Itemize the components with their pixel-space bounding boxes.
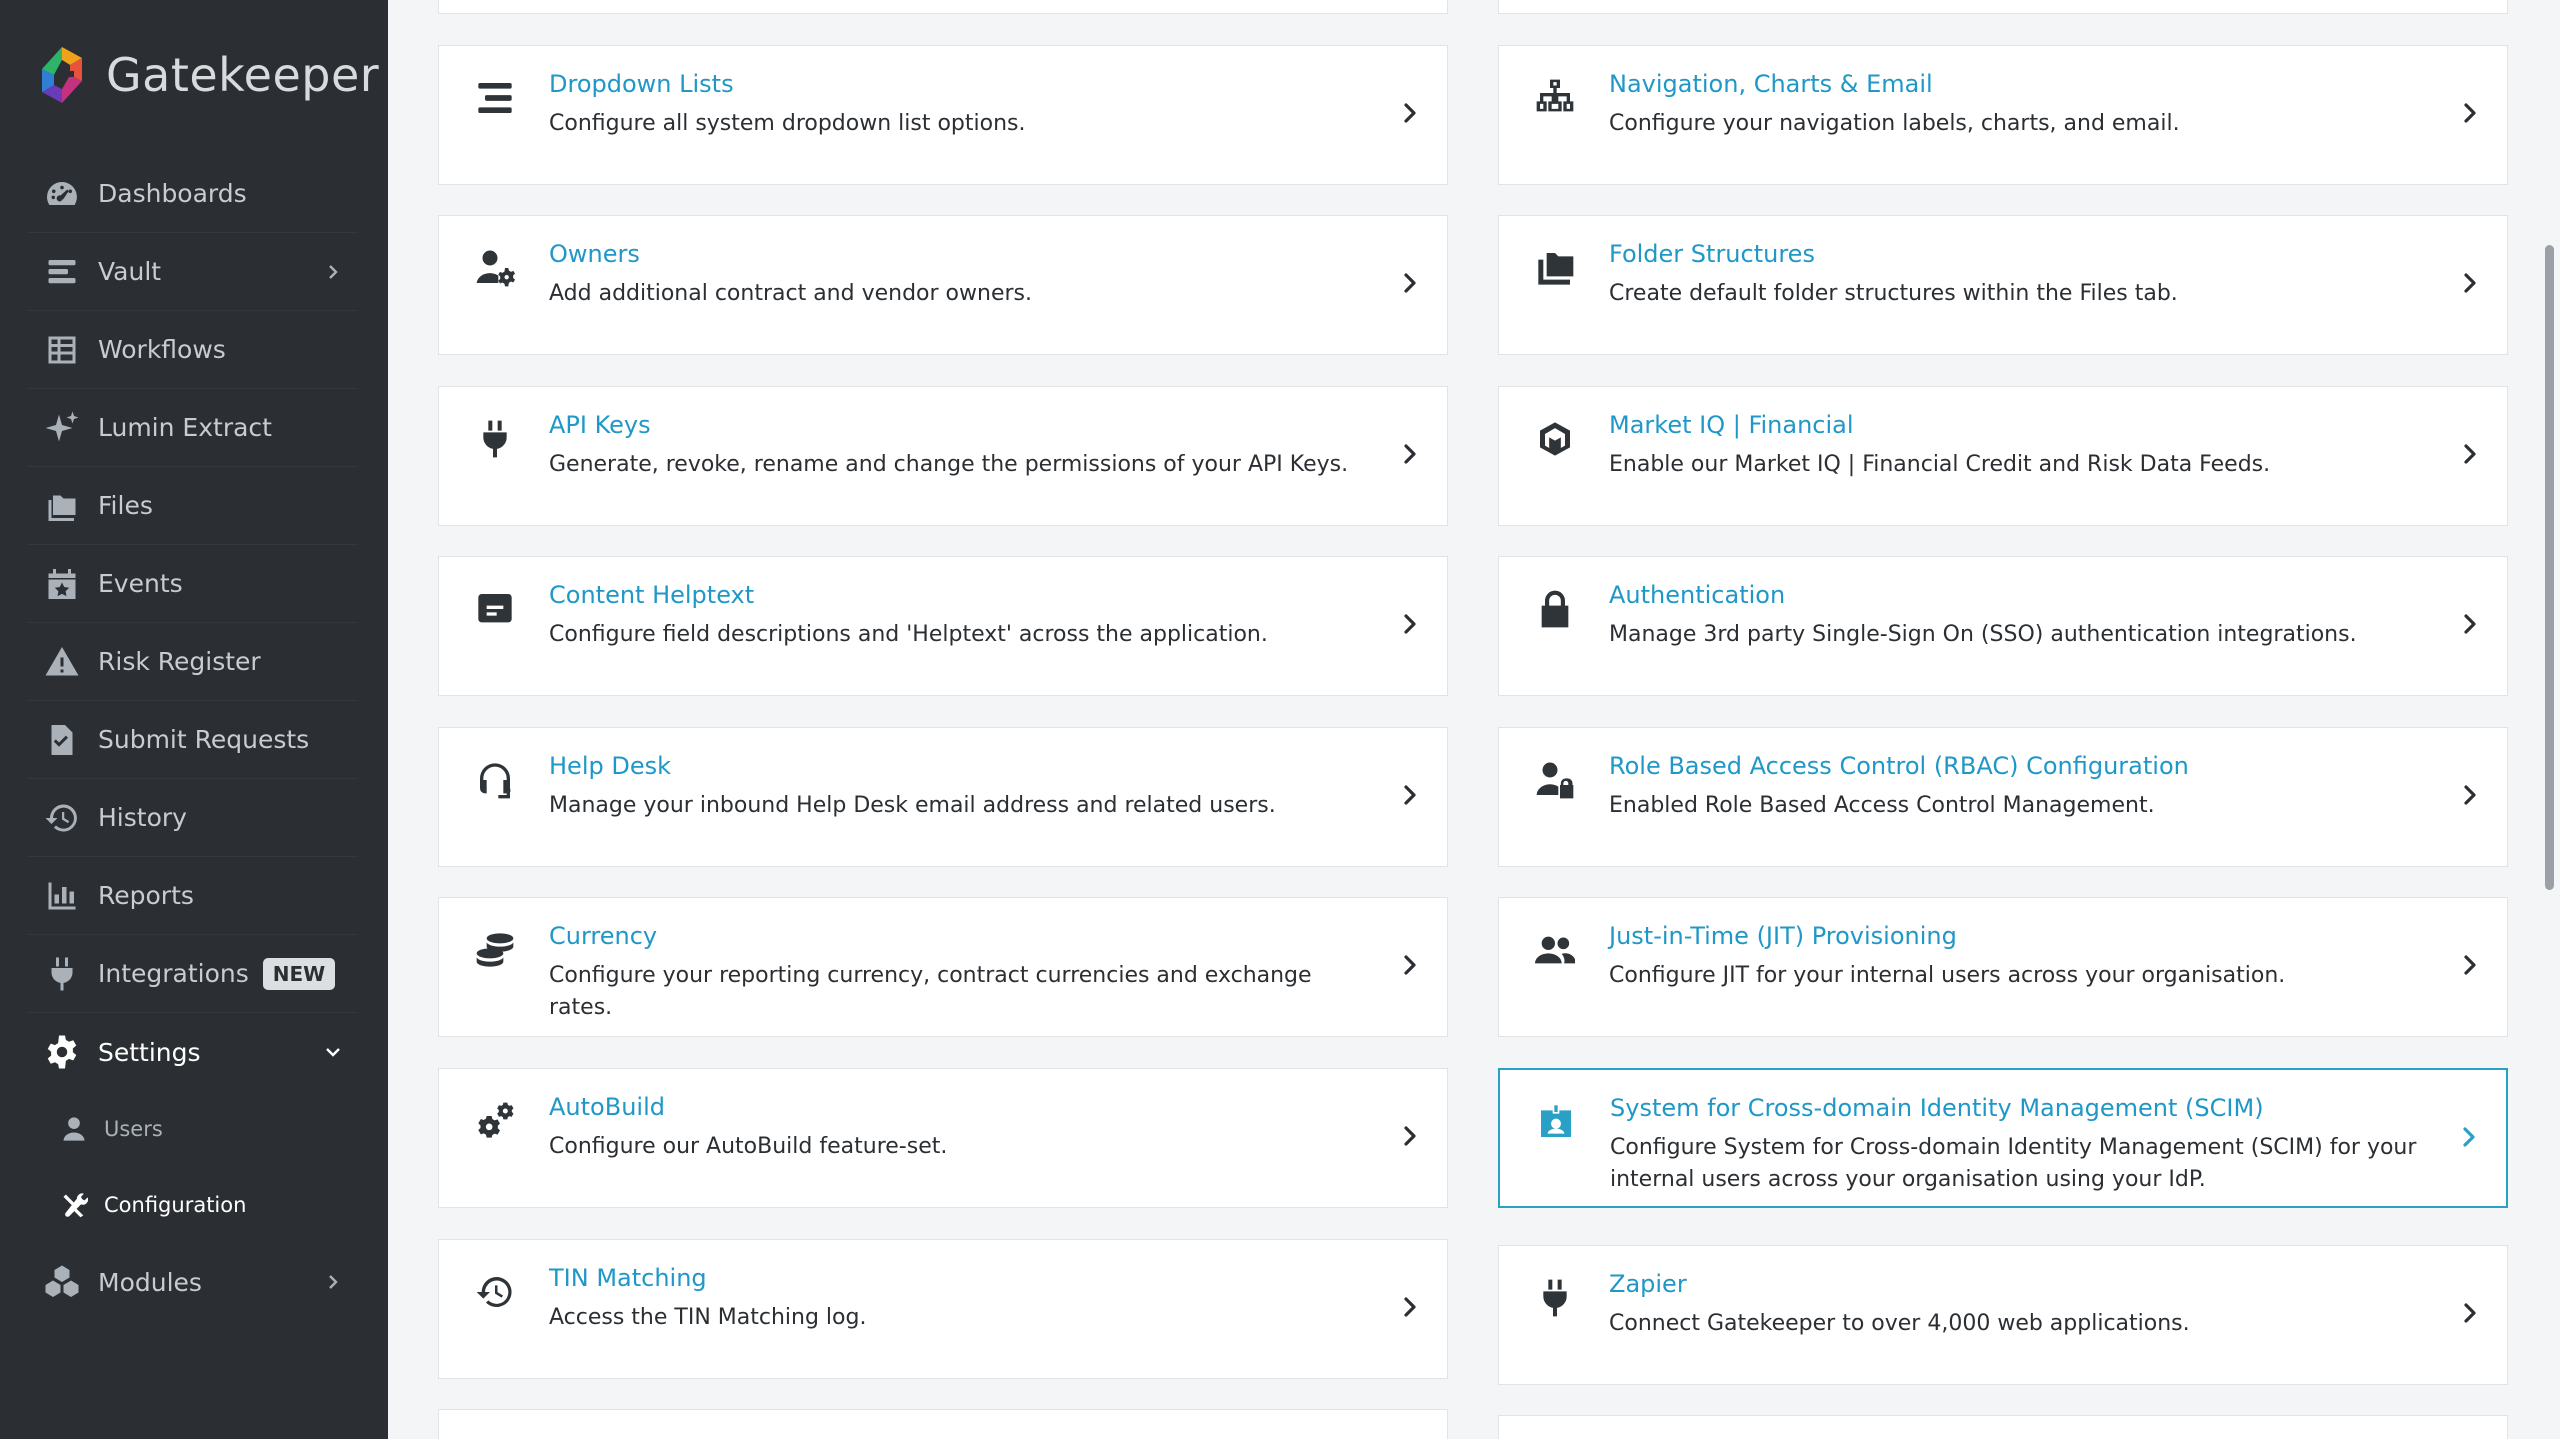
file-check-icon — [42, 720, 82, 760]
card-title[interactable]: Authentication — [1609, 581, 1786, 609]
chevron-right-icon[interactable] — [2455, 439, 2485, 469]
config-card-folder-structures[interactable] — [1498, 215, 2508, 355]
config-card-navigation-charts-email[interactable] — [1498, 45, 2508, 185]
chevron-right-icon[interactable] — [1395, 609, 1425, 639]
sidebar-item-label: Events — [98, 569, 183, 598]
card-title[interactable]: Dropdown Lists — [549, 70, 734, 98]
chevron-right-icon[interactable] — [2454, 1122, 2484, 1152]
gear-icon — [42, 1032, 82, 1072]
sidebar-item-modules[interactable] — [28, 1243, 358, 1321]
chevron-right-icon[interactable] — [2455, 609, 2485, 639]
sidebar-subitem-configuration[interactable] — [28, 1167, 358, 1243]
cubes-icon — [42, 1262, 82, 1302]
layers-icon — [42, 252, 82, 292]
config-card-owners[interactable] — [438, 215, 1448, 355]
card-description: Configure field descriptions and 'Helptext' across the application. — [549, 622, 1268, 647]
sidebar-item-label: Workflows — [98, 335, 226, 364]
card-title[interactable]: Navigation, Charts & Email — [1609, 70, 1933, 98]
sidebar-item-label: Reports — [98, 881, 194, 910]
card-description: Configure JIT for your internal users across your organisation. — [1609, 963, 2286, 988]
cube-icon — [1533, 417, 1577, 461]
card-description: Connect Gatekeeper to over 4,000 web applications. — [1609, 1311, 2190, 1336]
sidebar-item-lumin-extract[interactable] — [28, 389, 358, 467]
sitemap-icon — [1533, 76, 1577, 120]
card-description: Manage your inbound Help Desk email address and related users. — [549, 793, 1276, 818]
gauge-icon — [42, 174, 82, 214]
card-description: Configure our AutoBuild feature-set. — [549, 1134, 948, 1159]
sidebar-item-reports[interactable] — [28, 857, 358, 935]
chevron-right-icon[interactable] — [1395, 1121, 1425, 1151]
config-card-content-helptext[interactable] — [438, 556, 1448, 696]
table-icon — [42, 330, 82, 370]
config-card-help-desk[interactable] — [438, 727, 1448, 867]
card-description: Enable our Market IQ | Financial Credit and Risk Data Feeds. — [1609, 452, 2271, 477]
card-title[interactable]: Zapier — [1609, 1270, 1687, 1298]
chevron-right-icon[interactable] — [1395, 780, 1425, 810]
card-title[interactable]: Market IQ | Financial — [1609, 411, 1854, 439]
plug-icon — [1533, 1276, 1577, 1320]
sidebar-item-label: History — [98, 803, 187, 832]
calendar-star-icon — [42, 564, 82, 604]
bar-chart-icon — [42, 876, 82, 916]
sidebar-item-workflows[interactable] — [28, 311, 358, 389]
sidebar-item-vault[interactable] — [28, 233, 358, 311]
sidebar-item-label: Submit Requests — [98, 725, 310, 754]
chevron-right-icon[interactable] — [1395, 439, 1425, 469]
chevron-right-icon[interactable] — [1395, 268, 1425, 298]
card-description: Manage 3rd party Single-Sign On (SSO) authentication integrations. — [1609, 622, 2357, 647]
sidebar-item-label: Lumin Extract — [98, 413, 272, 442]
sidebar-item-label: Integrations — [98, 959, 249, 988]
config-card-partial — [438, 1409, 1448, 1439]
sidebar-item-label: Vault — [98, 257, 162, 286]
sidebar-item-submit-requests[interactable] — [28, 701, 358, 779]
card-description: Configure your reporting currency, contract currencies and exchange rates. — [549, 963, 1312, 1020]
card-title[interactable]: Role Based Access Control (RBAC) Configuration — [1609, 752, 2189, 780]
chevron-right-icon[interactable] — [2455, 1298, 2485, 1328]
sidebar-subitem-label: Users — [104, 1117, 163, 1141]
sidebar-item-integrations[interactable] — [28, 935, 358, 1013]
lock-icon — [1533, 587, 1577, 631]
headset-icon — [473, 758, 517, 802]
card-description: Generate, revoke, rename and change the permissions of your API Keys. — [549, 452, 1349, 477]
plug-icon — [42, 954, 82, 994]
history-icon — [473, 1270, 517, 1314]
card-description: Configure System for Cross-domain Identity Management (SCIM) for your internal users across your organisation using your IdP. — [1610, 1135, 2417, 1192]
sidebar-item-settings[interactable] — [28, 1013, 358, 1091]
chevron-right-icon[interactable] — [2455, 98, 2485, 128]
card-title[interactable]: Just-in-Time (JIT) Provisioning — [1609, 922, 1957, 950]
chevron-right-icon[interactable] — [1395, 950, 1425, 980]
card-description: Configure your navigation labels, charts, and email. — [1609, 111, 2180, 136]
card-title[interactable]: AutoBuild — [549, 1093, 665, 1121]
card-title[interactable]: Currency — [549, 922, 658, 950]
users-icon — [1533, 928, 1577, 972]
card-title[interactable]: Help Desk — [549, 752, 671, 780]
sidebar-item-events[interactable] — [28, 545, 358, 623]
card-title[interactable]: Folder Structures — [1609, 240, 1815, 268]
config-card-market-iq-financial[interactable] — [1498, 386, 2508, 526]
brand[interactable] — [30, 40, 379, 110]
sidebar-item-label: Modules — [98, 1267, 202, 1297]
sidebar — [0, 0, 388, 1439]
config-card-jit-provisioning[interactable] — [1498, 897, 2508, 1037]
config-card-rbac-configuration[interactable] — [1498, 727, 2508, 867]
gatekeeper-logo-icon — [30, 43, 94, 107]
config-card-autobuild[interactable] — [438, 1068, 1448, 1208]
config-card-tin-matching[interactable] — [438, 1239, 1448, 1379]
sidebar-item-label: Settings — [98, 1037, 201, 1067]
config-card-partial — [1498, 1415, 2508, 1439]
chevron-down-icon — [324, 1043, 342, 1061]
config-card-zapier[interactable] — [1498, 1245, 2508, 1385]
chevron-right-icon[interactable] — [2455, 780, 2485, 810]
config-card-currency[interactable] — [438, 897, 1448, 1037]
chevron-right-icon — [324, 1273, 342, 1291]
configuration-grid — [388, 0, 2538, 1439]
folders-icon — [42, 486, 82, 526]
config-card-scim[interactable] — [1498, 1068, 2508, 1208]
brand-name: Gatekeeper — [106, 48, 380, 102]
config-card-api-keys[interactable] — [438, 386, 1448, 526]
card-title[interactable]: TIN Matching — [549, 1264, 707, 1292]
chevron-right-icon[interactable] — [1395, 98, 1425, 128]
chevron-right-icon — [324, 263, 342, 281]
card-description: Configure all system dropdown list options. — [549, 111, 1026, 136]
user-icon — [58, 1113, 90, 1145]
scrollbar-thumb[interactable] — [2545, 245, 2554, 890]
config-card-partial — [438, 0, 1448, 14]
chevron-right-icon[interactable] — [1395, 1292, 1425, 1322]
sidebar-item-label: Risk Register — [98, 647, 261, 676]
chevron-right-icon[interactable] — [2455, 950, 2485, 980]
card-title[interactable]: API Keys — [549, 411, 651, 439]
plug-icon — [473, 417, 517, 461]
card-description: Enabled Role Based Access Control Management. — [1609, 793, 2155, 818]
sidebar-subitem-label: Configuration — [104, 1193, 247, 1217]
list-icon — [473, 76, 517, 120]
card-description: Access the TIN Matching log. — [549, 1305, 867, 1330]
sidebar-item-risk-register[interactable] — [28, 623, 358, 701]
scrollbar[interactable] — [2538, 0, 2560, 1439]
sidebar-item-history[interactable] — [28, 779, 358, 857]
config-card-dropdown-lists[interactable] — [438, 45, 1448, 185]
config-card-partial — [1498, 0, 2508, 14]
user-gear-icon — [473, 246, 517, 290]
sidebar-subitem-users[interactable] — [28, 1091, 358, 1167]
card-title[interactable]: Owners — [549, 240, 640, 268]
sidebar-item-files[interactable] — [28, 467, 358, 545]
message-icon — [473, 587, 517, 631]
gears-icon — [473, 1099, 517, 1143]
history-icon — [42, 798, 82, 838]
sidebar-item-label: Dashboards — [98, 179, 247, 208]
folders-icon — [1533, 246, 1577, 290]
new-badge: NEW — [263, 958, 335, 990]
sidebar-nav — [28, 155, 358, 1321]
coins-icon — [473, 928, 517, 972]
card-title[interactable]: System for Cross-domain Identity Management (SCIM) — [1610, 1094, 2264, 1122]
warning-icon — [42, 642, 82, 682]
user-lock-icon — [1533, 758, 1577, 802]
card-description: Create default folder structures within the Files tab. — [1609, 281, 2178, 306]
sparkles-icon — [42, 408, 82, 448]
card-description: Add additional contract and vendor owners. — [549, 281, 1032, 306]
id-badge-icon — [1534, 1100, 1578, 1144]
sidebar-item-label: Files — [98, 491, 153, 520]
tools-icon — [58, 1189, 90, 1221]
chevron-right-icon[interactable] — [2455, 268, 2485, 298]
config-card-authentication[interactable] — [1498, 556, 2508, 696]
sidebar-item-dashboards[interactable] — [28, 155, 358, 233]
card-title[interactable]: Content Helptext — [549, 581, 755, 609]
